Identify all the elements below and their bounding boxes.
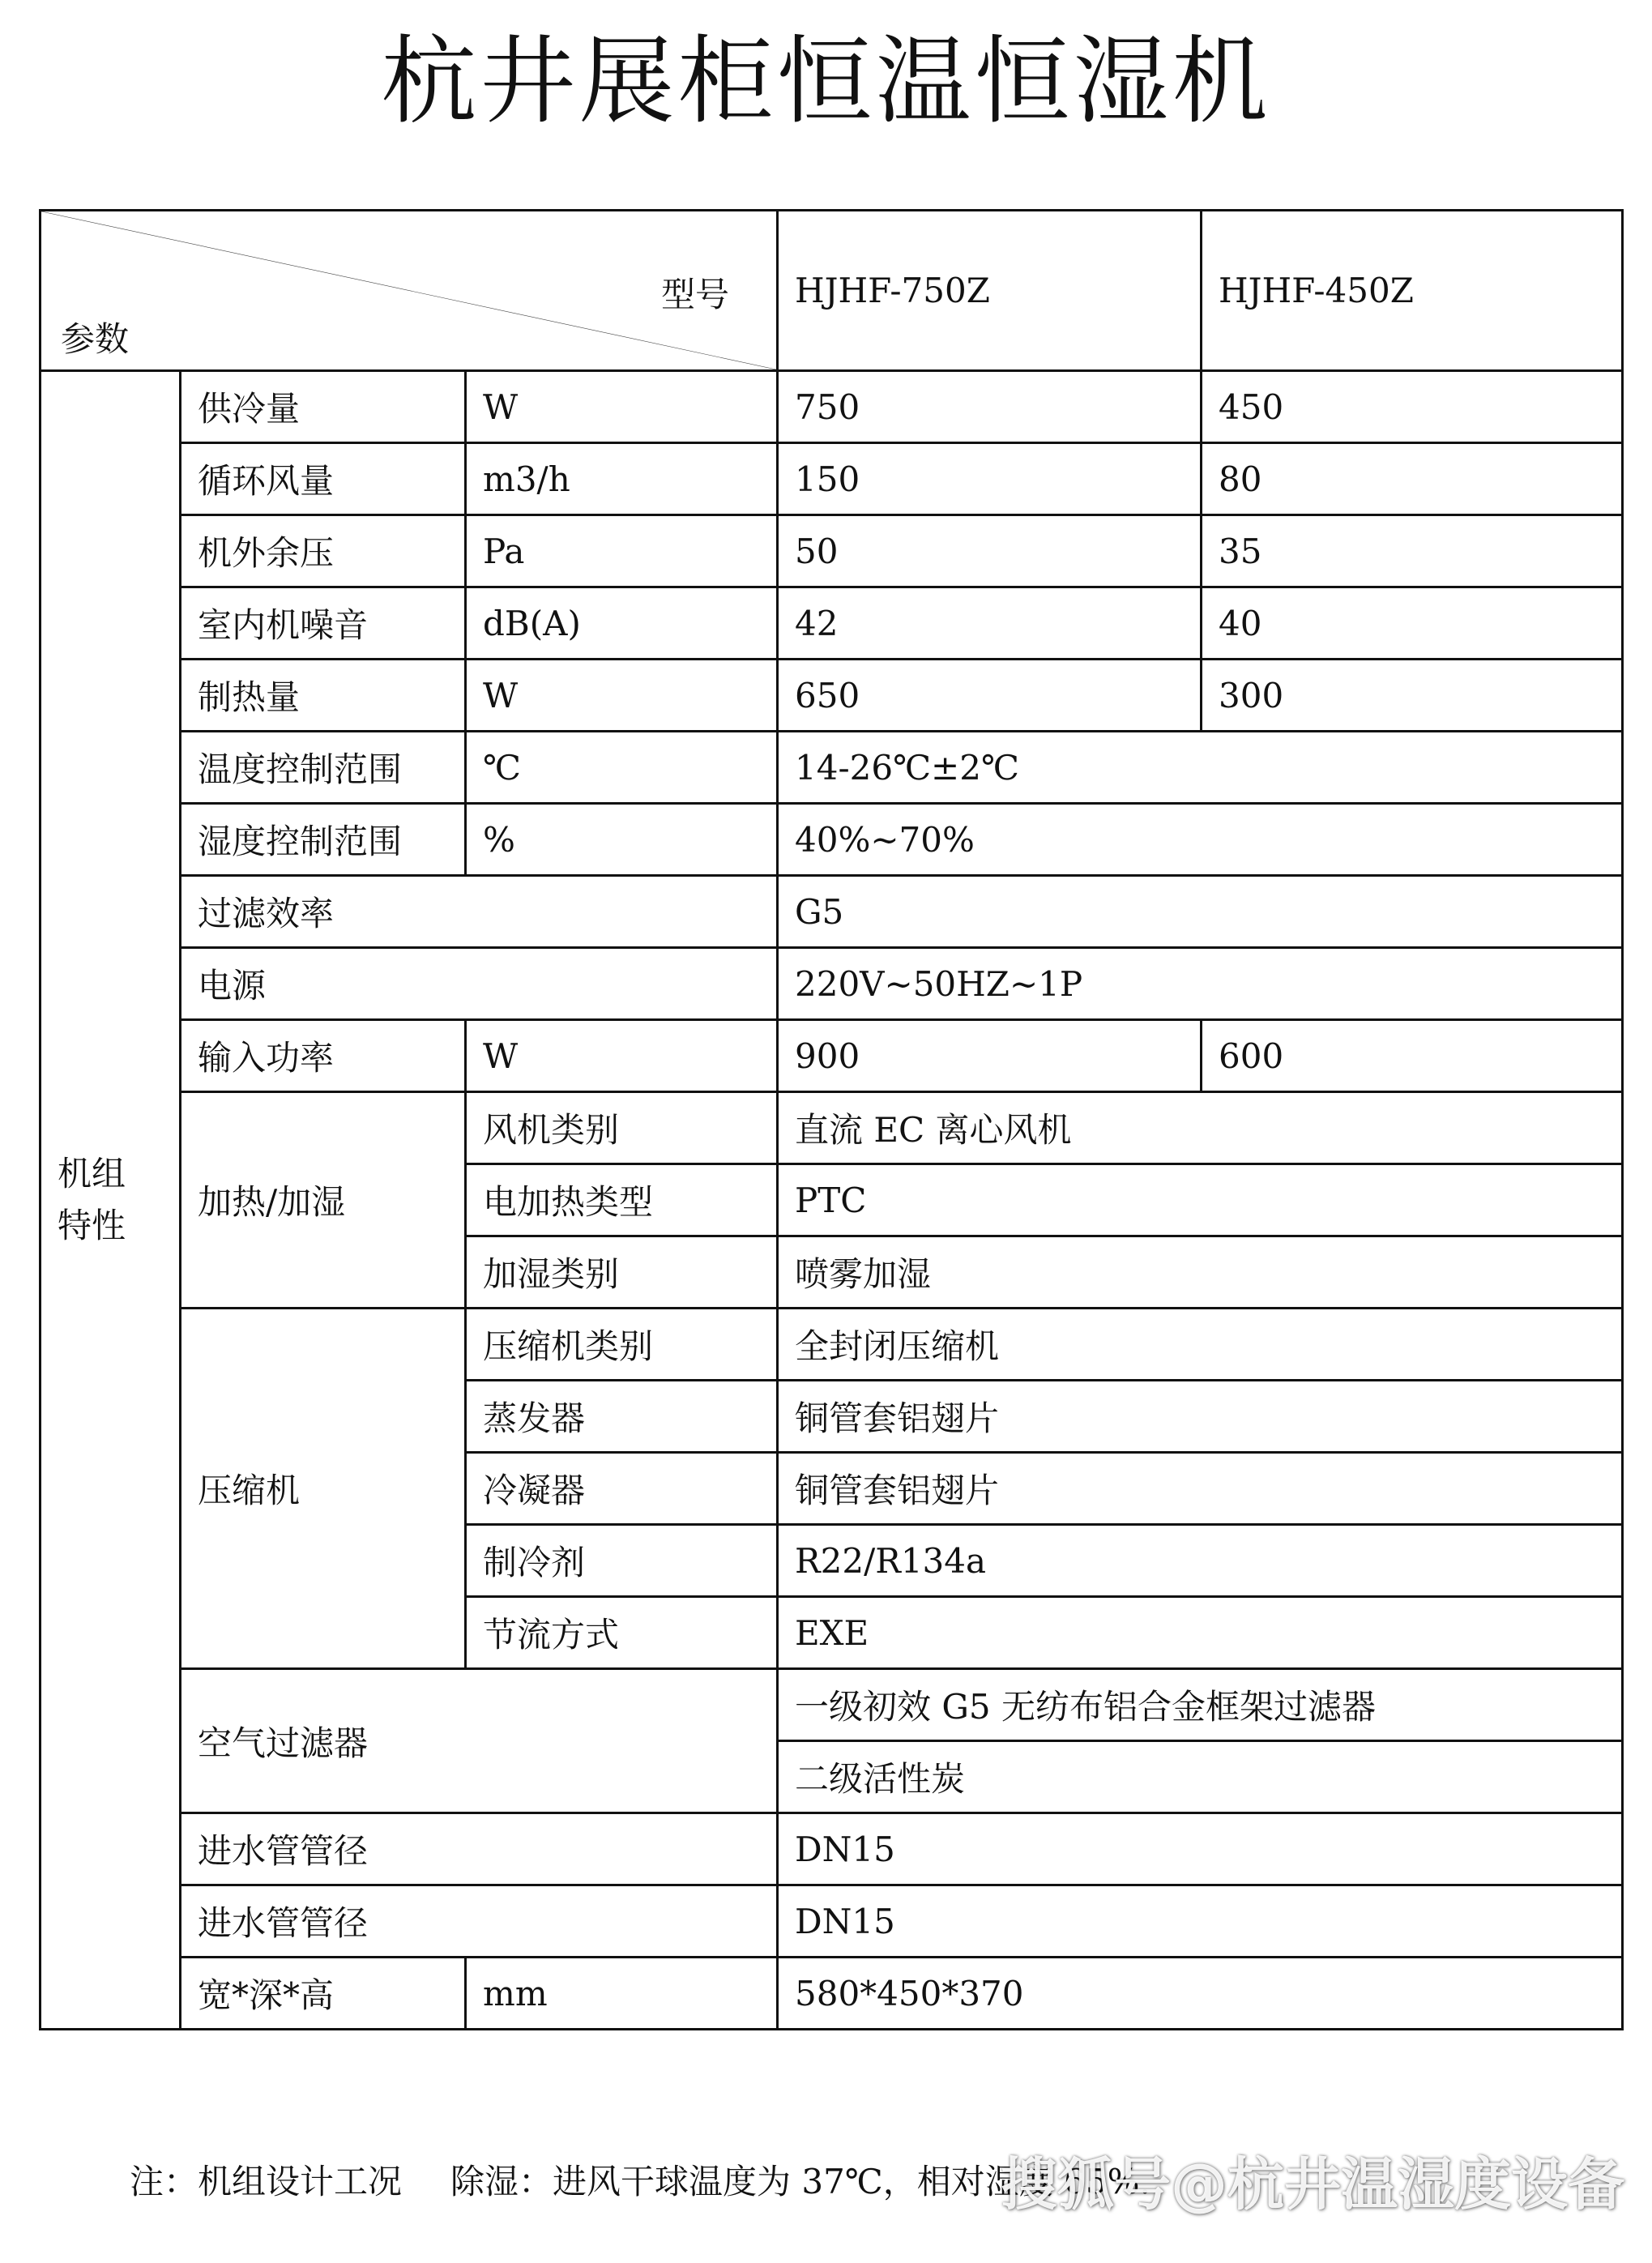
- value-cell: 50: [778, 515, 1202, 587]
- value-cell: PTC: [778, 1164, 1623, 1236]
- param-name: 制热量: [181, 660, 466, 732]
- table-row: [41, 804, 1623, 876]
- spec-table: [39, 209, 1624, 2030]
- param-name: 电加热类型: [466, 1164, 778, 1236]
- value-cell: 40%~70%: [778, 804, 1623, 876]
- param-name: 循环风量: [181, 443, 466, 515]
- table-row: [41, 948, 1623, 1020]
- value-cell: 40: [1202, 587, 1623, 660]
- group-label-line: 特性: [58, 1206, 126, 1245]
- param-name: 机外余压: [181, 515, 466, 587]
- value-cell: 一级初效 G5 无纺布铝合金框架过滤器: [778, 1669, 1623, 1741]
- value-cell: 580*450*370: [778, 1958, 1623, 2030]
- table-row: [41, 1020, 1623, 1092]
- table-row: [41, 1309, 1623, 1381]
- param-name: 湿度控制范围: [181, 804, 466, 876]
- param-name: 制冷剂: [466, 1525, 778, 1597]
- value-cell: 80: [1202, 443, 1623, 515]
- param-name: 输入功率: [181, 1020, 466, 1092]
- param-name: 温度控制范围: [181, 732, 466, 804]
- page-title: 杭井展柜恒温恒湿机: [381, 25, 1271, 137]
- value-cell: 650: [778, 660, 1202, 732]
- table-row: [41, 1669, 1623, 1741]
- param-name: 室内机噪音: [181, 587, 466, 660]
- param-name: 冷凝器: [466, 1453, 778, 1525]
- value-cell: EXE: [778, 1597, 1623, 1669]
- value-cell: 直流 EC 离心风机: [778, 1092, 1623, 1164]
- value-cell: 750: [778, 371, 1202, 443]
- param-unit: W: [466, 660, 778, 732]
- param-unit: m3/h: [466, 443, 778, 515]
- param-unit: dB(A): [466, 587, 778, 660]
- value-cell: R22/R134a: [778, 1525, 1623, 1597]
- watermark: 搜狐号@杭井温湿度设备: [1001, 2151, 1624, 2218]
- footnote: [130, 2155, 1150, 2204]
- param-unit: mm: [466, 1958, 778, 2030]
- table-row: [41, 1813, 1623, 1885]
- value-cell: 全封闭压缩机: [778, 1309, 1623, 1381]
- table-row: [41, 587, 1623, 660]
- value-cell: 铜管套铝翅片: [778, 1381, 1623, 1453]
- subgroup-label: 加热/加湿: [181, 1092, 466, 1309]
- param-name: 供冷量: [181, 371, 466, 443]
- value-cell: 14-26℃±2℃: [778, 732, 1623, 804]
- value-cell: 900: [778, 1020, 1202, 1092]
- group-label-line: 机组: [58, 1154, 126, 1193]
- param-unit: %: [466, 804, 778, 876]
- subgroup-label: 压缩机: [181, 1309, 466, 1669]
- value-cell: 二级活性炭: [778, 1741, 1623, 1813]
- param-name: 过滤效率: [181, 876, 778, 948]
- param-name: 加湿类别: [466, 1236, 778, 1309]
- table-row: [41, 732, 1623, 804]
- table-row: [41, 876, 1623, 948]
- table-row: [41, 660, 1623, 732]
- value-cell: 35: [1202, 515, 1623, 587]
- value-cell: 450: [1202, 371, 1623, 443]
- param-corner-label: 参数: [61, 319, 130, 359]
- value-cell: 300: [1202, 660, 1623, 732]
- param-unit: W: [466, 371, 778, 443]
- footnote-text: 除湿：进风干球温度为 37℃，相对湿度 65%.: [450, 2162, 1150, 2201]
- param-name: 蒸发器: [466, 1381, 778, 1453]
- param-unit: ℃: [466, 732, 778, 804]
- table-row: [41, 371, 1623, 443]
- param-name: 进水管管径: [181, 1885, 778, 1958]
- param-name: 风机类别: [466, 1092, 778, 1164]
- table-row: [41, 1958, 1623, 2030]
- param-name: 节流方式: [466, 1597, 778, 1669]
- value-cell: 铜管套铝翅片: [778, 1453, 1623, 1525]
- value-cell: 600: [1202, 1020, 1623, 1092]
- value-cell: 220V~50HZ~1P: [778, 948, 1623, 1020]
- param-name: 电源: [181, 948, 778, 1020]
- param-unit: Pa: [466, 515, 778, 587]
- param-name: 进水管管径: [181, 1813, 778, 1885]
- value-cell: 150: [778, 443, 1202, 515]
- table-row: [41, 443, 1623, 515]
- value-cell: 喷雾加湿: [778, 1236, 1623, 1309]
- group-label: [41, 371, 181, 2030]
- table-header-row: [41, 211, 1623, 371]
- table-row: [41, 1885, 1623, 1958]
- model-header-2: HJHF-450Z: [1202, 211, 1623, 371]
- param-unit: W: [466, 1020, 778, 1092]
- footnote-prefix: 注：机组设计工况: [130, 2162, 403, 2201]
- param-name: 空气过滤器: [181, 1669, 778, 1813]
- param-name: 压缩机类别: [466, 1309, 778, 1381]
- corner-header-cell: [41, 211, 778, 371]
- value-cell: 42: [778, 587, 1202, 660]
- value-cell: DN15: [778, 1885, 1623, 1958]
- model-corner-label: 型号: [660, 275, 729, 314]
- value-cell: G5: [778, 876, 1623, 948]
- param-name: 宽*深*高: [181, 1958, 466, 2030]
- table-row: [41, 1092, 1623, 1164]
- value-cell: DN15: [778, 1813, 1623, 1885]
- model-header-1: HJHF-750Z: [778, 211, 1202, 371]
- table-row: [41, 515, 1623, 587]
